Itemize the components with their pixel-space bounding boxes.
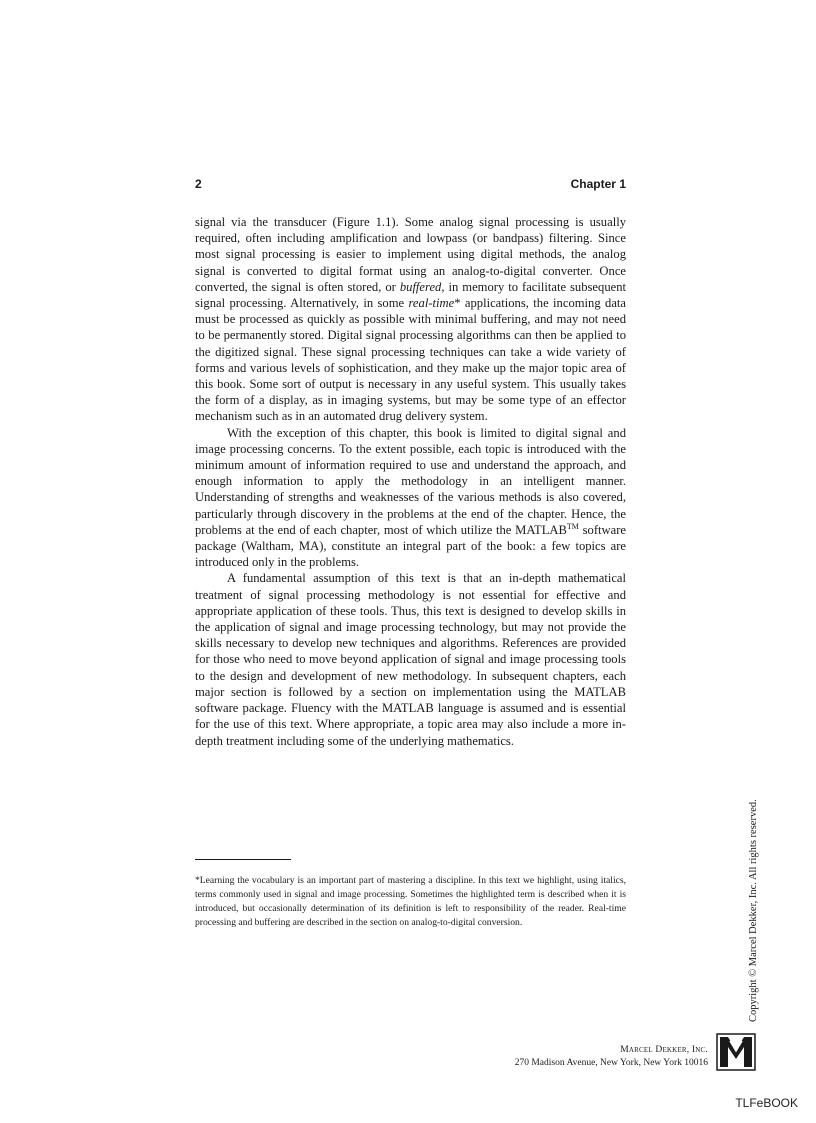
publisher-logo-icon bbox=[716, 1033, 756, 1071]
page-number: 2 bbox=[195, 177, 202, 191]
running-header bbox=[195, 177, 626, 193]
paragraph-3: A fundamental assumption of this text is that an in-depth mathematical treatment of signal processing methodology is not essential for effective and appropriate application of these tools. Thus, this text is designed to develop skills in the application of signal and image processing technology, but may not provide the skills necessary to develop new techniques and algorithms. References are provided for those who need to move beyond application of signal and image processing tools to the design and development of new methodology. In subsequent chapters, each major section is followed by a section on implementation using the MATLAB software package. Fluency with the MATLAB language is assumed and is essential for the use of this text. Where appropriate, a topic area may also include a more in-depth treatment including some of the underlying mathematics. bbox=[195, 571, 626, 748]
footnote-divider bbox=[195, 859, 291, 860]
publisher-address: 270 Madison Avenue, New York, New York 10016 bbox=[514, 1058, 708, 1068]
chapter-label: Chapter 1 bbox=[570, 177, 626, 191]
body-text bbox=[195, 214, 626, 749]
paragraph-2: With the exception of this chapter, this book is limited to digital signal and image processing concerns. To the extent possible, each topic is introduced with the minimum amount of information required to use and understand the approach, and enough information to apply the methodology in an intelligent manner. Understanding of strengths and weaknesses of the various methods is also covered, particularly through discovery in the problems at the end of the chapter. Hence, the problems at the end of each chapter, most of which utilize the MATLAB™ software package (Waltham, MA), constitute an integral part of the book: a few topics are introduced only in the problems. bbox=[195, 425, 626, 570]
term-real-time: real-time bbox=[408, 296, 455, 311]
publisher-name: Marcel Dekker, Inc. bbox=[620, 1045, 708, 1055]
watermark-label: TLFeBOOK bbox=[735, 1096, 798, 1110]
paragraph-1: signal via the transducer (Figure 1.1). Some analog signal processing is usually required, often including amplification and lowpass (or bandpass) filtering. Since most signal processing is easier to implement using digital methods, the analog signal is converted to digital format using an analog-to-digital converter. Once converted, the signal is often stored, or buffered, in memory to facilitate subsequent signal processing. Alternatively, in some real-time* applications, the incoming data must be processed as quickly as possible with minimal buffering, and may not need to be permanently stored. Digital signal processing algorithms can then be applied to the digitized signal. These signal processing techniques can take a wide variety of forms and various levels of sophistication, and they make up the major topic area of this book. Some sort of output is necessary in any useful system. This usually takes the form of a display, as in imaging systems, but may be some type of an effector mechanism such as in an automated drug delivery system. bbox=[195, 215, 626, 424]
copyright-notice: Copyright © Marcel Dekker, Inc. All rights reserved. bbox=[748, 799, 759, 1022]
publisher-imprint bbox=[515, 1044, 708, 1070]
footnote: *Learning the vocabulary is an important part of mastering a discipline. In this text we highlight, using italics, terms commonly used in signal and image processing. Sometimes the highlighted term is described when it is introduced, but occasionally determination of its definition is left to responsibility of the reader. Real-time processing and buffering are described in the section on analog-to-digital conversion. bbox=[195, 875, 626, 928]
term-buffered: buffered bbox=[399, 279, 442, 294]
trademark-mark: TM bbox=[566, 521, 579, 531]
